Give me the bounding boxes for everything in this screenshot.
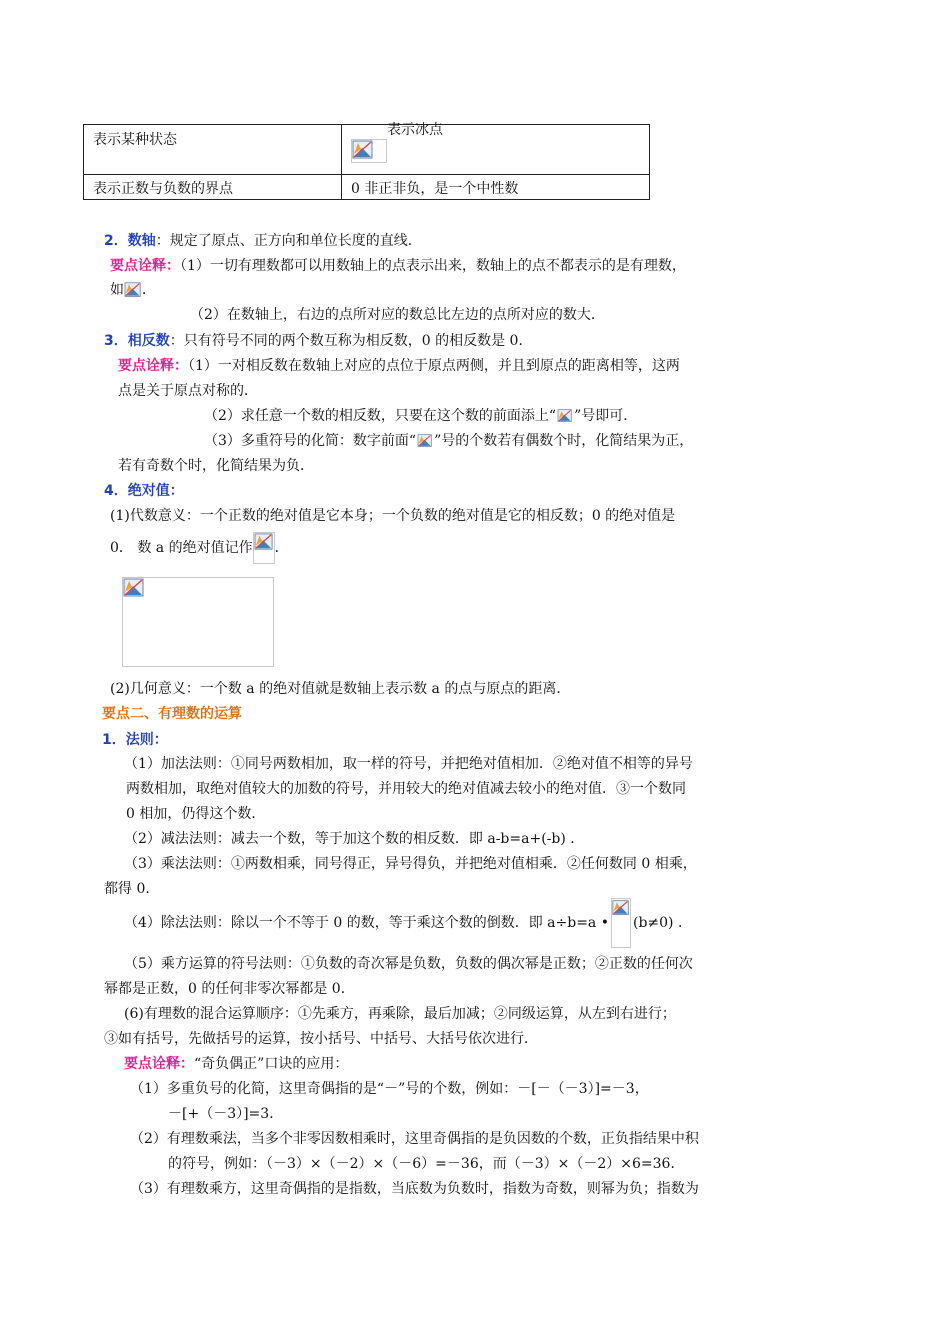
multiplication-rule-line-2: 都得 0． (104, 881, 160, 897)
section-3-heading (104, 330, 532, 350)
note-text: （3）多重符号的化简：数字前面“ (204, 433, 417, 449)
note-text: （1）一切有理数都可以用数轴上的点表示出来，数轴上的点不都表示的是有理数， (180, 258, 686, 274)
note-text: ”号即可． (574, 408, 638, 424)
s4-algebraic-line-2 (110, 532, 289, 564)
note-text: ． (274, 540, 289, 556)
rules-heading (102, 729, 168, 749)
mixed-order-line-2: ③如有括号，先做括号的运算，按小括号、中括号、大括号依次进行． (104, 1031, 538, 1047)
table-cell-text: 表示冰点 (387, 122, 443, 138)
s3-note-line-4 (204, 430, 693, 450)
division-rule (124, 898, 692, 948)
section-number: 4．绝对值 (104, 483, 170, 499)
s3-note-line-1 (118, 355, 680, 375)
section-colon: ： (153, 732, 168, 748)
note-text: “奇负偶正”口诀的应用： (194, 1056, 349, 1072)
s3-note-line-2: 点是关于原点对称的． (118, 383, 258, 399)
note-text: （2）求任意一个数的相反数，只要在这个数的前面添上“ (204, 408, 557, 424)
note-item-3-line-1: （3）有理数乘方，这里奇偶指的是指数，当底数为负数时，指数为奇数，则幂为负；指数为 (130, 1181, 699, 1197)
note-label: 要点诠释： (124, 1056, 194, 1072)
note-item-1-line-1: （1）多重负号的化简，这里奇偶指的是“－”号的个数，例如：－[－（－3）]=－3， (130, 1081, 649, 1097)
table-cell (342, 122, 650, 175)
note-text: （4）除法法则：除以一个不等于 0 的数，等于乘这个数的倒数．即 a÷b=a • (124, 915, 609, 931)
power-rule-line-2: 幂都是正数，0 的任何非零次幂都是 0． (104, 981, 355, 997)
note-text: ”号的个数若有偶数个时，化简结果为正， (434, 433, 694, 449)
section-definition: ：只有符号不同的两个数互称为相反数，0 的相反数是 0． (169, 333, 533, 349)
section-number: 2．数轴 (104, 233, 156, 249)
table-cell: 表示正数与负数的界点 (84, 175, 342, 200)
note-item-2-line-2: 的符号，例如：（－3）×（－2）×（－6）=－36，而（－3）×（－2）×6=36． (168, 1156, 685, 1172)
note-text: （1）一对相反数在数轴上对应的点位于原点两侧，并且到原点的距离相等，这两 (188, 358, 680, 374)
subtraction-rule: （2）减法法则：减去一个数，等于加这个数的相反数．即 a-b=a+(-b) ． (124, 831, 585, 847)
note-text: 如 (110, 282, 124, 298)
s4-algebraic-line-1: (1)代数意义：一个正数的绝对值是它本身；一个负数的绝对值是它的相反数；0 的绝对值是 (110, 508, 676, 524)
section-4-heading (104, 480, 184, 500)
table-cell: 0 非正非负，是一个中性数 (342, 175, 650, 200)
image-placeholder-icon (351, 139, 387, 163)
section-2-heading (104, 230, 422, 250)
note-text: 0． 数 a 的绝对值记作 (110, 540, 253, 556)
part-2-title: 要点二、有理数的运算 (102, 706, 242, 722)
fraction-image-placeholder (611, 898, 631, 948)
table-cell: 表示某种状态 (84, 125, 342, 175)
section-number: 1．法则 (102, 732, 154, 748)
s4-geometric-line: (2)几何意义：一个数 a 的绝对值就是数轴上表示数 a 的点与原点的距离． (110, 681, 571, 697)
info-table (83, 124, 650, 200)
note-text: ． (142, 282, 156, 298)
section-number: 3．相反数 (104, 333, 170, 349)
s2-note-line-2 (110, 279, 156, 299)
power-rule-line-1: （5）乘方运算的符号法则：①负数的奇次幂是负数，负数的偶次幂是正数；②正数的任何次 (124, 956, 693, 972)
note-item-1-line-2: －[+（－3）]=3． (168, 1106, 284, 1122)
note-label: 要点诠释： (118, 358, 188, 374)
s3-note-line-3 (204, 405, 637, 425)
image-placeholder-icon (556, 409, 574, 423)
section-definition: ：规定了原点、正方向和单位长度的直线． (155, 233, 422, 249)
note-text: (b≠0) ． (633, 915, 692, 931)
s3-note-line-5: 若有奇数个时，化简结果为负． (118, 458, 314, 474)
table-row (84, 125, 650, 175)
s2-note-line-1 (110, 255, 686, 275)
image-placeholder-icon (124, 282, 142, 298)
multiplication-rule-line-1: （3）乘法法则：①两数相乘，同号得正，异号得负，并把绝对值相乘．②任何数同 0 相乘， (124, 856, 697, 872)
note-label: 要点诠释： (110, 258, 180, 274)
image-placeholder-icon (416, 434, 434, 448)
number-line-image (122, 577, 274, 667)
s2-note-line-3: （2）在数轴上，右边的点所对应的数总比左边的点所对应的数大． (190, 307, 605, 323)
table-row (84, 175, 650, 200)
addition-rule-line-2: 两数相加，取绝对值较大的加数的符号，并用较大的绝对值减去较小的绝对值．③一个数同 (126, 781, 686, 797)
section-colon: ： (169, 483, 184, 499)
image-placeholder-icon (123, 578, 145, 598)
mixed-order-line-1: (6)有理数的混合运算顺序：①先乘方，再乘除，最后加减；②同级运算，从左到右进行； (124, 1006, 676, 1022)
image-placeholder-icon (253, 532, 275, 564)
part-2-note-heading (124, 1053, 348, 1073)
addition-rule-line-3: 0 相加，仍得这个数． (126, 806, 266, 822)
note-item-2-line-1: （2）有理数乘法，当多个非零因数相乘时，这里奇偶指的是负因数的个数，正负指结果中积 (130, 1131, 699, 1147)
addition-rule-line-1: （1）加法法则：①同号两数相加，取一样的符号，并把绝对值相加．②绝对值不相等的异号 (124, 756, 693, 772)
